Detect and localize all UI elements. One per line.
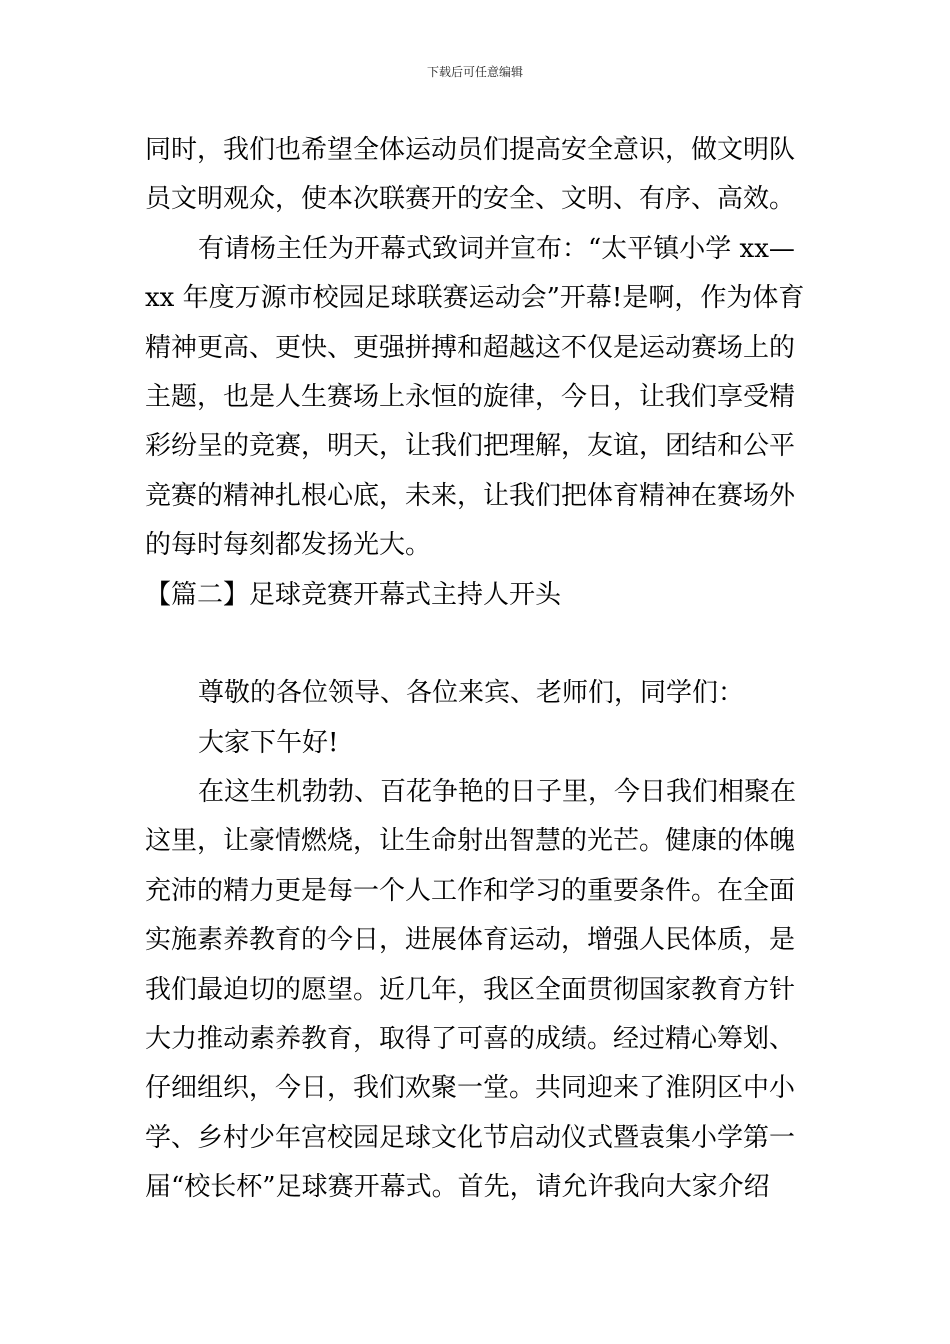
paragraph-line: 这里，让豪情燃烧，让生命射出智慧的光芒。健康的体魄 [145, 826, 796, 857]
paragraph-line: 大力推动素养教育，取得了可喜的成绩。经过精心筹划、 [145, 1024, 796, 1055]
greeting-line: 大家下午好! [198, 727, 339, 758]
paragraph-line: 届“校长杯”足球赛开幕式。首先，请允许我向大家介绍 [145, 1172, 770, 1203]
blank-line [145, 620, 815, 669]
paragraph-line: 学、乡村少年宫校园足球文化节启动仪式暨袁集小学第一 [145, 1122, 796, 1153]
paragraph-line: 充沛的精力更是每一个人工作和学习的重要条件。在全面 [145, 875, 796, 906]
paragraph-line: 彩纷呈的竞赛，明天，让我们把理解，友谊，团结和公平 [145, 431, 796, 462]
document-body [145, 126, 815, 1213]
paragraph-line: 有请杨主任为开幕式致词并宣布：“太平镇小学 xx— [198, 233, 795, 264]
paragraph-line: 在这生机勃勃、百花争艳的日子里，今日我们相聚在 [198, 777, 797, 808]
paragraph-line: 主题，也是人生赛场上永恒的旋律，今日，让我们享受精 [145, 381, 796, 412]
paragraph-line: xx 年度万源市校园足球联赛运动会”开幕!是啊，作为体育 [145, 283, 805, 314]
page-header: 下载后可任意编辑 [426, 65, 523, 79]
paragraph-line: 竞赛的精神扎根心底，未来，让我们把体育精神在赛场外 [145, 480, 796, 511]
paragraph-line: 的每时每刻都发扬光大。 [145, 530, 432, 561]
paragraph-line: 实施素养教育的今日，进展体育运动，增强人民体质，是 [145, 925, 796, 956]
paragraph-line: 精神更高、更快、更强拼搏和超越这不仅是运动赛场上的 [145, 332, 796, 363]
paragraph-line: 员文明观众，使本次联赛开的安全、文明、有序、高效。 [145, 184, 796, 215]
section-heading: 【篇二】足球竞赛开幕式主持人开头 [145, 579, 562, 610]
paragraph-line: 仔细组织，今日，我们欢聚一堂。共同迎来了淮阴区中小 [145, 1073, 796, 1104]
paragraph-line: 我们最迫切的愿望。近几年，我区全面贯彻国家教育方针 [145, 974, 796, 1005]
salutation-line: 尊敬的各位领导、各位来宾、老师们，同学们： [198, 678, 745, 709]
paragraph-line: 同时，我们也希望全体运动员们提高安全意识，做文明队 [145, 135, 796, 165]
